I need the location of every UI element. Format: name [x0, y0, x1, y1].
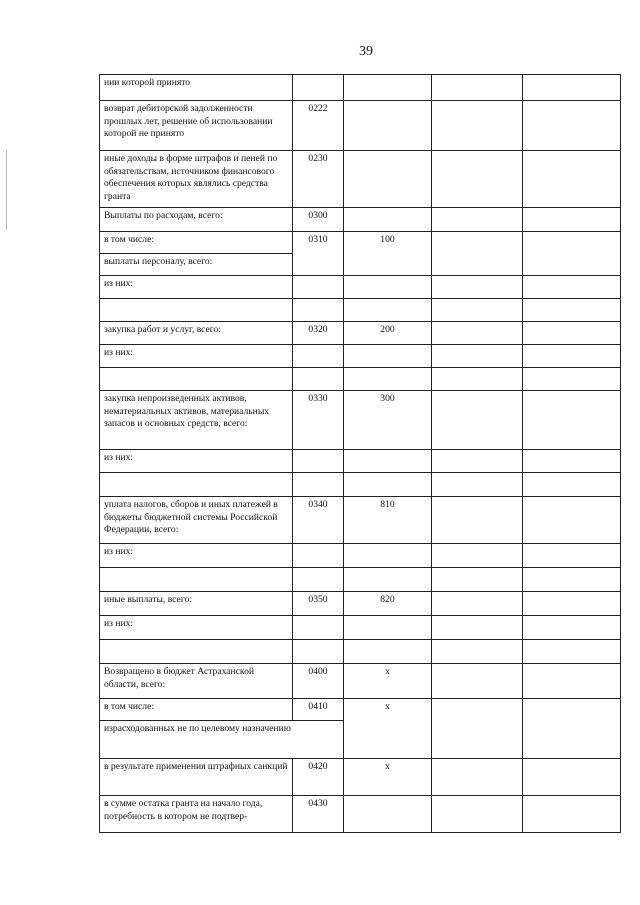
row-kosgu — [344, 208, 432, 232]
value-cell — [523, 759, 621, 796]
value-cell — [432, 640, 523, 664]
row-kosgu — [344, 345, 432, 368]
row-kosgu: 100 — [344, 232, 432, 276]
row-name: в сумме остатка гранта на начало года, потребность в котором не подтвер- — [100, 796, 293, 833]
row-kosgu: 810 — [344, 497, 432, 544]
row-name: из них: — [100, 450, 293, 473]
row-kosgu — [344, 640, 432, 664]
value-cell — [432, 699, 523, 759]
value-cell — [523, 450, 621, 473]
row-name — [100, 299, 293, 322]
row-code: 0430 — [293, 796, 344, 833]
value-cell — [523, 664, 621, 699]
value-cell — [432, 544, 523, 568]
row-code — [293, 473, 344, 497]
row-code — [293, 616, 344, 640]
table-row — [100, 151, 621, 208]
table-row — [100, 368, 621, 391]
value-cell — [523, 391, 621, 450]
value-cell — [432, 391, 523, 450]
row-kosgu — [344, 101, 432, 151]
row-kosgu — [344, 75, 432, 101]
value-cell — [432, 592, 523, 616]
table-row — [100, 616, 621, 640]
value-cell — [432, 208, 523, 232]
table-row — [100, 208, 621, 232]
row-kosgu: 200 — [344, 322, 432, 345]
row-kosgu — [344, 473, 432, 497]
table-row — [100, 544, 621, 568]
row-code: 0320 — [293, 322, 344, 345]
row-name: из них: — [100, 276, 293, 299]
value-cell — [523, 497, 621, 544]
value-cell — [523, 544, 621, 568]
value-cell — [523, 101, 621, 151]
table-row — [100, 473, 621, 497]
row-name — [100, 473, 293, 497]
table-row — [100, 568, 621, 592]
row-kosgu: x — [344, 664, 432, 699]
table-row — [100, 276, 621, 299]
row-code — [293, 299, 344, 322]
row-kosgu — [344, 568, 432, 592]
table-row — [100, 75, 621, 101]
value-cell — [523, 75, 621, 101]
row-code: 0330 — [293, 391, 344, 450]
row-kosgu — [344, 544, 432, 568]
row-code: 0222 — [293, 101, 344, 151]
row-name: в результате применения штрафных санкций — [100, 759, 293, 796]
row-kosgu: 300 — [344, 391, 432, 450]
table-row — [100, 796, 621, 833]
table-row — [100, 345, 621, 368]
row-name: уплата налогов, сборов и иных платежей в бюджеты бюджетной системы Российской Федерации, всего: — [100, 497, 293, 544]
value-cell — [432, 322, 523, 345]
value-cell — [432, 568, 523, 592]
report-table — [99, 74, 621, 833]
row-kosgu: 820 — [344, 592, 432, 616]
value-cell — [523, 568, 621, 592]
row-name: иные выплаты, всего: — [100, 592, 293, 616]
row-kosgu — [344, 299, 432, 322]
value-cell — [432, 75, 523, 101]
row-name: в том числе: — [100, 699, 293, 721]
table-row — [100, 322, 621, 345]
table-row — [100, 299, 621, 322]
row-name: нии которой принято — [100, 75, 293, 101]
value-cell — [523, 699, 621, 759]
row-name — [100, 640, 293, 664]
value-cell — [523, 345, 621, 368]
value-cell — [432, 450, 523, 473]
row-name: из них: — [100, 345, 293, 368]
table-row — [100, 450, 621, 473]
row-name: закупка работ и услуг, всего: — [100, 322, 293, 345]
row-code: 0400 — [293, 664, 344, 699]
value-cell — [432, 276, 523, 299]
value-cell — [523, 232, 621, 276]
row-code — [293, 640, 344, 664]
row-kosgu — [344, 368, 432, 391]
value-cell — [523, 592, 621, 616]
row-kosgu: x — [344, 699, 432, 759]
page-number: 39 — [359, 44, 373, 59]
row-code: 0410 — [293, 699, 344, 721]
row-name: Выплаты по расходам, всего: — [100, 208, 293, 232]
row-code: 0350 — [293, 592, 344, 616]
row-code — [293, 450, 344, 473]
value-cell — [523, 276, 621, 299]
row-name: из них: — [100, 544, 293, 568]
row-name — [100, 368, 293, 391]
row-kosgu — [344, 450, 432, 473]
row-kosgu: x — [344, 759, 432, 796]
table-row — [100, 699, 621, 721]
table-row — [100, 592, 621, 616]
row-code: 0310 — [293, 232, 344, 276]
row-code: 0300 — [293, 208, 344, 232]
row-code — [293, 568, 344, 592]
value-cell — [432, 151, 523, 208]
value-cell — [523, 616, 621, 640]
row-kosgu — [344, 616, 432, 640]
row-code: 0230 — [293, 151, 344, 208]
row-name-secondary: выплаты персоналу, всего: — [100, 254, 293, 276]
row-code — [293, 345, 344, 368]
row-kosgu — [344, 151, 432, 208]
value-cell — [432, 664, 523, 699]
table-row — [100, 664, 621, 699]
value-cell — [523, 208, 621, 232]
row-code: 0420 — [293, 759, 344, 796]
row-name-secondary: израсходованных не по целевому назначению — [100, 721, 344, 759]
row-name: иные доходы в форме штрафов и пеней по обязательствам, источником финансового обеспечения которых являлись средства гранта — [100, 151, 293, 208]
row-name — [100, 568, 293, 592]
value-cell — [523, 322, 621, 345]
row-code — [293, 75, 344, 101]
value-cell — [432, 497, 523, 544]
value-cell — [432, 101, 523, 151]
row-name: в том числе: — [100, 232, 293, 254]
row-kosgu — [344, 276, 432, 299]
table-row — [100, 101, 621, 151]
value-cell — [432, 345, 523, 368]
value-cell — [432, 473, 523, 497]
table-row — [100, 759, 621, 796]
value-cell — [432, 796, 523, 833]
value-cell — [523, 368, 621, 391]
value-cell — [432, 232, 523, 276]
value-cell — [432, 299, 523, 322]
table-row — [100, 232, 621, 254]
table-row — [100, 640, 621, 664]
row-name: Возвращено в бюджет Астраханской области, всего: — [100, 664, 293, 699]
value-cell — [523, 151, 621, 208]
row-code — [293, 544, 344, 568]
row-name: закупка непроизведенных активов, нематериальных активов, материальных запасов и основных средств, всего: — [100, 391, 293, 450]
row-code: 0340 — [293, 497, 344, 544]
row-code — [293, 276, 344, 299]
row-kosgu — [344, 796, 432, 833]
value-cell — [523, 299, 621, 322]
value-cell — [432, 616, 523, 640]
row-code — [293, 368, 344, 391]
table-row — [100, 391, 621, 450]
row-name: возврат дебиторской задолженности прошлых лет, решение об использовании которой не принято — [100, 101, 293, 151]
row-name: из них: — [100, 616, 293, 640]
scan-margin-mark — [6, 150, 7, 230]
value-cell — [432, 368, 523, 391]
value-cell — [523, 796, 621, 833]
value-cell — [523, 640, 621, 664]
table-row — [100, 497, 621, 544]
value-cell — [432, 759, 523, 796]
value-cell — [523, 473, 621, 497]
